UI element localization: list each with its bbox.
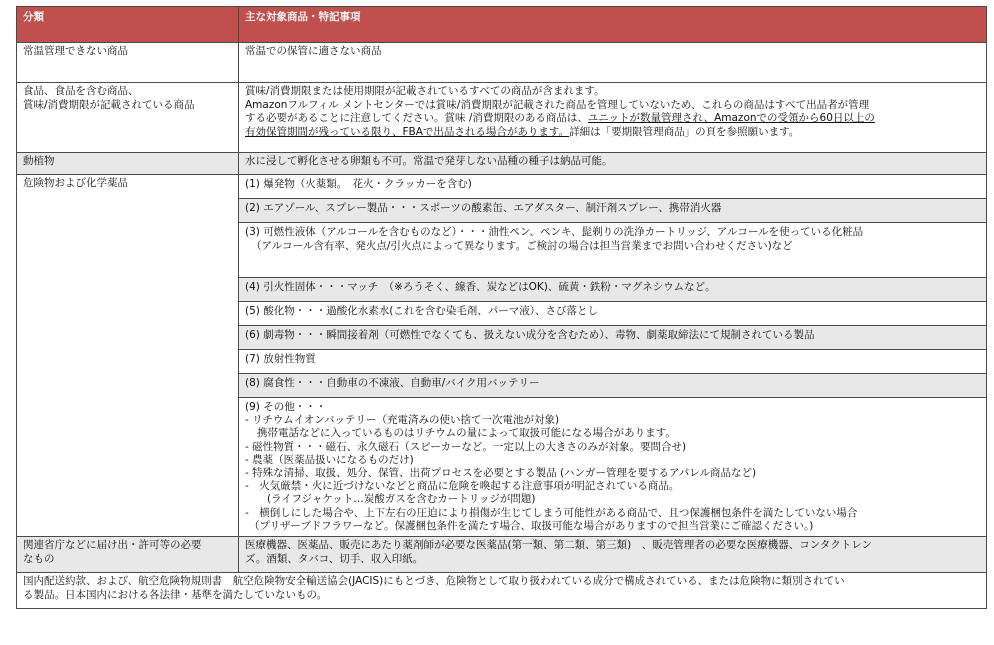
footnote-line: 国内配送約款、および、航空危険物規則書 航空危険物安全輸送協会(JACIS)にもとづき、危険物として取り扱われている成分で構成されている、または危険物に類別されてい xyxy=(23,575,845,588)
hazard-item-flammable-liquid xyxy=(239,223,986,278)
table-row xyxy=(17,153,987,175)
detail-line: 賞味/消費期限または使用期限が記載されているすべての商品が含まれます。 xyxy=(245,85,605,97)
footnote-line: る製品。日本国内における各法律・基準を満たしていないもの。 xyxy=(23,588,328,601)
detail-cell: 常温での保管に適さない商品 xyxy=(239,43,987,83)
table-row xyxy=(17,43,987,83)
detail-line: （プリザーブドフラワーなど。保護梱包条件を満たす場合、取扱可能な場合がありますので担当営業にご確認ください。) xyxy=(249,519,814,532)
prohibited-items-table xyxy=(16,6,987,609)
detail-line: - 磁性物質・・・磁石、永久磁石（スピーカーなど。一定以上の大きさのみが対象。要問合せ) xyxy=(245,440,687,453)
hazard-item-flammable-solid: (4) 引火性固体・・・マッチ （※ろうそく、線香、炭などはOK)、硫黄・鉄粉・マグネシウムなど。 xyxy=(239,278,986,302)
category-cell: 常温管理できない商品 xyxy=(17,43,239,83)
detail-line: （アルコール含有率、発火点/引火点によって異なります。ご検討の場合は担当営業までお問い合わせください)など xyxy=(251,239,793,252)
footnote-cell xyxy=(17,573,987,609)
detail-line: Amazonフルフィル メントセンターでは賞味/消費期限が記載された商品を管理していないため、これらの商品はすべて出品者が管理 xyxy=(245,98,870,111)
detail-line: - 特殊な清掃、取扱、処分、保管、出荷プロセスを必要とする製品 (ハンガー管理を要するアパレル商品など) xyxy=(245,467,757,480)
header-category: 分類 xyxy=(17,7,239,43)
detail-line: 携帯電話などに入っているものはリチウムの量によって取扱可能になる場合があります。 xyxy=(257,427,676,440)
detail-cell xyxy=(239,537,987,573)
detail-cell xyxy=(239,175,987,537)
detail-line xyxy=(245,112,980,126)
detail-line: (ライフジャケット…炭酸ガスを含むカートリッジが問題) xyxy=(267,493,536,506)
detail-text: する必要があることに注意してください。賞味 /消費期限のある商品は、 xyxy=(245,112,588,124)
category-line: 関連省庁などに届け出・許可等の必要 xyxy=(23,539,202,552)
hazard-item-oxidizer: (5) 酸化物・・・過酸化水素水(これを含む染毛剤、パーマ液）、さび落とし xyxy=(239,302,986,326)
detail-cell: 水に浸して孵化させる卵類も不可。常温で発芽しない品種の種子は納品可能。 xyxy=(239,153,987,175)
detail-line xyxy=(245,126,980,140)
table-row xyxy=(17,175,987,537)
header-details: 主な対象商品・特記事項 xyxy=(239,7,987,43)
category-cell xyxy=(17,537,239,573)
hazard-item-other xyxy=(239,398,986,536)
category-line: なもの xyxy=(23,552,55,565)
detail-line: - 火気厳禁・火に近づけないなどと商品に危険を喚起する注意事項が明記されている商品。 xyxy=(245,480,680,493)
hazard-item-toxic: (6) 劇毒物・・・瞬間接着剤（可燃性でなくても、扱えない成分を含むため）、毒物、劇薬取締法にて規制されている製品 xyxy=(239,326,986,350)
detail-line: - 農薬（医薬品扱いになるものだけ) xyxy=(245,453,414,466)
table-row xyxy=(17,83,987,153)
category-line: 食品、食品を含む商品、 xyxy=(23,85,139,97)
category-line: 賞味/消費期限が記載されている商品 xyxy=(23,98,195,111)
detail-line: - 横倒しにした場合や、上下左右の圧迫により損傷が生じてしまう可能性がある商品で、且つ保護梱包条件を満たしていない場合 xyxy=(245,506,858,519)
detail-line: (3) 可燃性液体（アルコールを含むものなど）・・・油性ペン、ペンキ、髭剃りの洗浄カートリッジ、アルコールを使っている化粧品 xyxy=(245,226,864,238)
underlined-text: 有効保管期間が残っている限り、FBAで出品される場合があります。 xyxy=(245,125,570,138)
category-cell: 危険物および化学薬品 xyxy=(17,175,239,537)
detail-cell xyxy=(239,83,987,153)
category-cell xyxy=(17,83,239,153)
detail-line: (9) その他・・・ xyxy=(245,401,327,413)
category-cell: 動植物 xyxy=(17,153,239,175)
table-row xyxy=(17,537,987,573)
underlined-text: ユニットが数量管理され、Amazonでの受領から60日以上の xyxy=(587,112,875,124)
detail-text: 詳細は「要期限管理商品」の頁を参照願います。 xyxy=(569,125,800,138)
hazard-item-corrosive: (8) 腐食性・・・自動車の不凍液、自動車/バイク用バッテリー xyxy=(239,374,986,398)
detail-line: - リチウムイオンバッテリー（充電済みの使い捨て一次電池が対象) xyxy=(245,414,560,427)
table-row xyxy=(17,573,987,609)
hazard-item-explosives: (1) 爆発物（火薬類。 花火・クラッカーを含む) xyxy=(239,175,986,199)
hazard-item-aerosol: (2) エアゾール、スプレー製品・・・スポーツの酸素缶、エアダスター、制汗剤スプレー、携帯消火器 xyxy=(239,199,986,223)
detail-line: ズ。酒類、タバコ、切手、収入印紙。 xyxy=(245,552,424,565)
detail-line: 医療機器、医薬品、販売にあたり薬剤師が必要な医薬品(第一類、第二類、第三類) 、販売管理者の必要な医療機器、コンタクトレン xyxy=(245,539,873,552)
hazard-item-radioactive: (7) 放射性物質 xyxy=(239,350,986,374)
table-header-row xyxy=(17,7,987,43)
